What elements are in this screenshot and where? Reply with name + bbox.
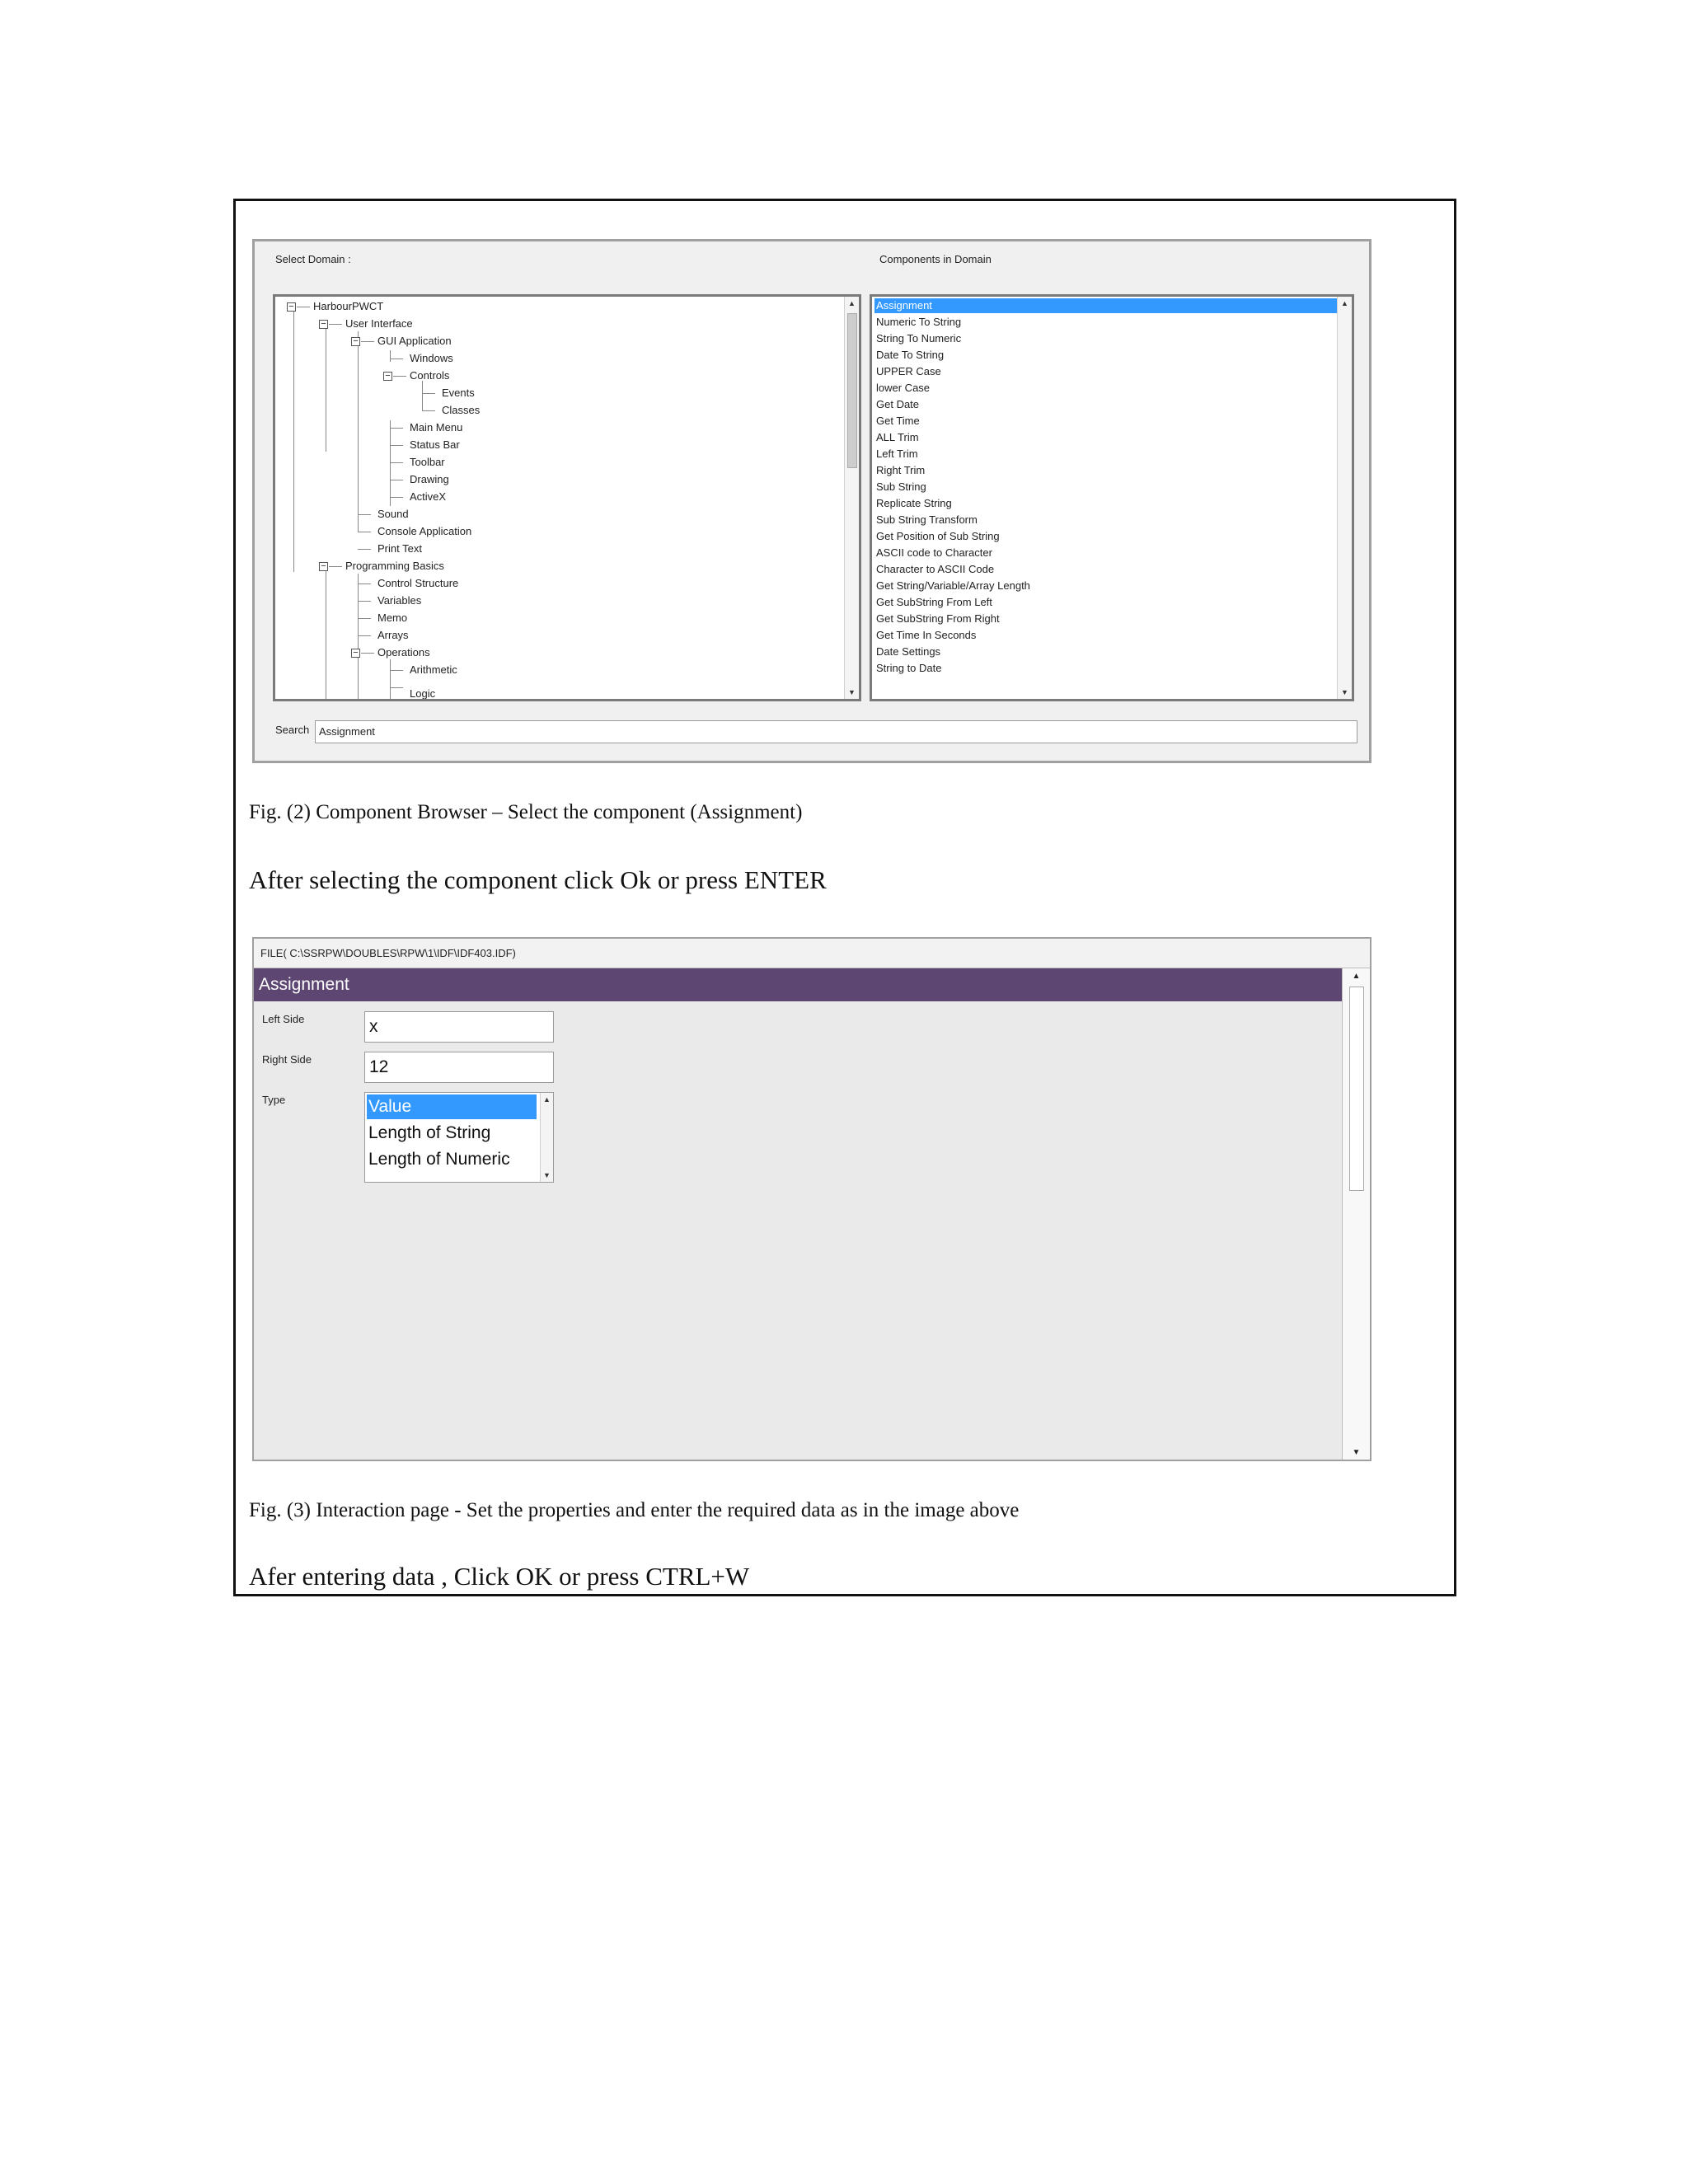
component-item[interactable]: Left Trim — [876, 448, 918, 460]
collapse-icon[interactable]: − — [383, 372, 392, 381]
type-option-selected[interactable]: Value — [367, 1094, 537, 1119]
tree-scrollbar[interactable] — [844, 297, 859, 699]
component-item[interactable]: Replicate String — [876, 497, 952, 509]
tree-node[interactable]: Sound — [377, 508, 409, 520]
tree-node[interactable]: User Interface — [345, 317, 413, 330]
scroll-down-icon[interactable]: ▼ — [1352, 1448, 1361, 1457]
components-scrollbar[interactable] — [1337, 297, 1352, 699]
component-item[interactable]: String to Date — [876, 662, 942, 674]
scroll-up-icon[interactable]: ▲ — [1352, 972, 1361, 981]
component-item[interactable]: Sub String — [876, 480, 926, 493]
left-side-input[interactable]: x — [364, 1011, 554, 1043]
components-in-domain-label: Components in Domain — [879, 253, 992, 265]
file-path-bar: FILE( C:\SSRPW\DOUBLES\RPW\1\IDF\IDF403.IDF) — [254, 939, 1370, 968]
component-item[interactable]: lower Case — [876, 382, 931, 394]
tree-node[interactable]: Controls — [410, 369, 450, 382]
tree-node[interactable]: Main Menu — [410, 421, 463, 434]
instruction-text: Afer entering data , Click OK or press CTRL+W — [249, 1562, 750, 1591]
collapse-icon[interactable]: − — [351, 649, 360, 658]
tree-node[interactable]: Windows — [410, 352, 453, 364]
figure-2-caption: Fig. (2) Component Browser – Select the component (Assignment) — [249, 801, 803, 823]
component-item[interactable]: Numeric To String — [876, 316, 962, 328]
domain-tree[interactable] — [273, 294, 861, 701]
component-item[interactable]: Get Time — [876, 415, 920, 427]
scroll-thumb[interactable] — [847, 313, 857, 468]
interaction-title: Assignment — [254, 968, 1345, 1001]
tree-node[interactable]: GUI Application — [377, 335, 452, 347]
tree-node[interactable]: Console Application — [377, 525, 472, 537]
right-side-input[interactable]: 12 — [364, 1052, 554, 1083]
select-domain-label: Select Domain : — [275, 253, 351, 265]
type-option[interactable]: Length of String — [368, 1123, 491, 1142]
component-browser — [252, 239, 1372, 763]
type-option[interactable]: Length of Numeric — [368, 1150, 510, 1169]
scroll-down-icon[interactable]: ▼ — [1341, 688, 1348, 696]
tree-node[interactable]: Variables — [377, 594, 422, 607]
scroll-up-icon[interactable]: ▲ — [1341, 299, 1348, 307]
collapse-icon[interactable]: − — [319, 320, 328, 329]
right-side-label: Right Side — [262, 1053, 312, 1066]
component-item-selected[interactable]: Assignment — [874, 298, 1338, 313]
tree-node[interactable]: Arithmetic — [410, 663, 457, 676]
instruction-text: After selecting the component click Ok or press ENTER — [249, 865, 827, 894]
interaction-page — [252, 937, 1372, 1461]
tree-node[interactable]: Drawing — [410, 473, 449, 485]
tree-node[interactable]: Programming Basics — [345, 560, 444, 572]
search-label: Search — [275, 724, 310, 736]
scroll-down-icon[interactable]: ▼ — [848, 688, 856, 696]
tree-node[interactable]: Status Bar — [410, 438, 460, 451]
scroll-up-icon[interactable]: ▲ — [848, 299, 856, 307]
component-item[interactable]: Right Trim — [876, 464, 926, 476]
scroll-thumb[interactable] — [1349, 987, 1364, 1191]
tree-node[interactable]: Operations — [377, 646, 430, 658]
collapse-icon[interactable]: − — [287, 302, 296, 312]
component-item[interactable]: Get String/Variable/Array Length — [876, 579, 1030, 592]
component-item[interactable]: Date To String — [876, 349, 945, 361]
page-scrollbar[interactable] — [1342, 968, 1370, 1461]
tree-node[interactable]: Classes — [442, 404, 481, 416]
component-item[interactable]: Get Time In Seconds — [876, 629, 977, 641]
component-item[interactable]: Date Settings — [876, 645, 941, 658]
search-input[interactable]: Assignment — [315, 720, 1357, 743]
tree-node[interactable]: Toolbar — [410, 456, 445, 468]
scroll-up-icon[interactable]: ▲ — [543, 1095, 551, 1104]
type-label: Type — [262, 1094, 286, 1106]
component-item[interactable]: ASCII code to Character — [876, 546, 992, 559]
component-item[interactable]: ALL Trim — [876, 431, 919, 443]
tree-node[interactable]: Print Text — [377, 542, 422, 555]
scroll-down-icon[interactable]: ▼ — [543, 1171, 551, 1179]
tree-node[interactable]: HarbourPWCT — [313, 300, 384, 312]
tree-node[interactable]: Events — [442, 387, 475, 399]
tree-node[interactable]: Arrays — [377, 629, 409, 641]
tree-node[interactable]: Memo — [377, 612, 408, 624]
tree-node[interactable]: Logic — [410, 687, 436, 700]
component-item[interactable]: UPPER Case — [876, 365, 941, 377]
component-item[interactable]: Get SubString From Left — [876, 596, 992, 608]
component-item[interactable]: Character to ASCII Code — [876, 563, 995, 575]
components-list[interactable] — [870, 294, 1354, 701]
collapse-icon[interactable]: − — [351, 337, 360, 346]
component-item[interactable]: String To Numeric — [876, 332, 962, 344]
type-scrollbar[interactable] — [540, 1093, 553, 1182]
component-item[interactable]: Sub String Transform — [876, 513, 978, 526]
collapse-icon[interactable]: − — [319, 562, 328, 571]
component-item[interactable]: Get Position of Sub String — [876, 530, 1000, 542]
left-side-label: Left Side — [262, 1013, 305, 1025]
type-listbox[interactable] — [364, 1092, 554, 1183]
tree-node[interactable]: ActiveX — [410, 490, 447, 503]
component-item[interactable]: Get Date — [876, 398, 920, 410]
component-item[interactable]: Get SubString From Right — [876, 612, 1000, 625]
figure-3-caption: Fig. (3) Interaction page - Set the properties and enter the required data as in the image above — [249, 1499, 1020, 1521]
tree-node[interactable]: Control Structure — [377, 577, 459, 589]
